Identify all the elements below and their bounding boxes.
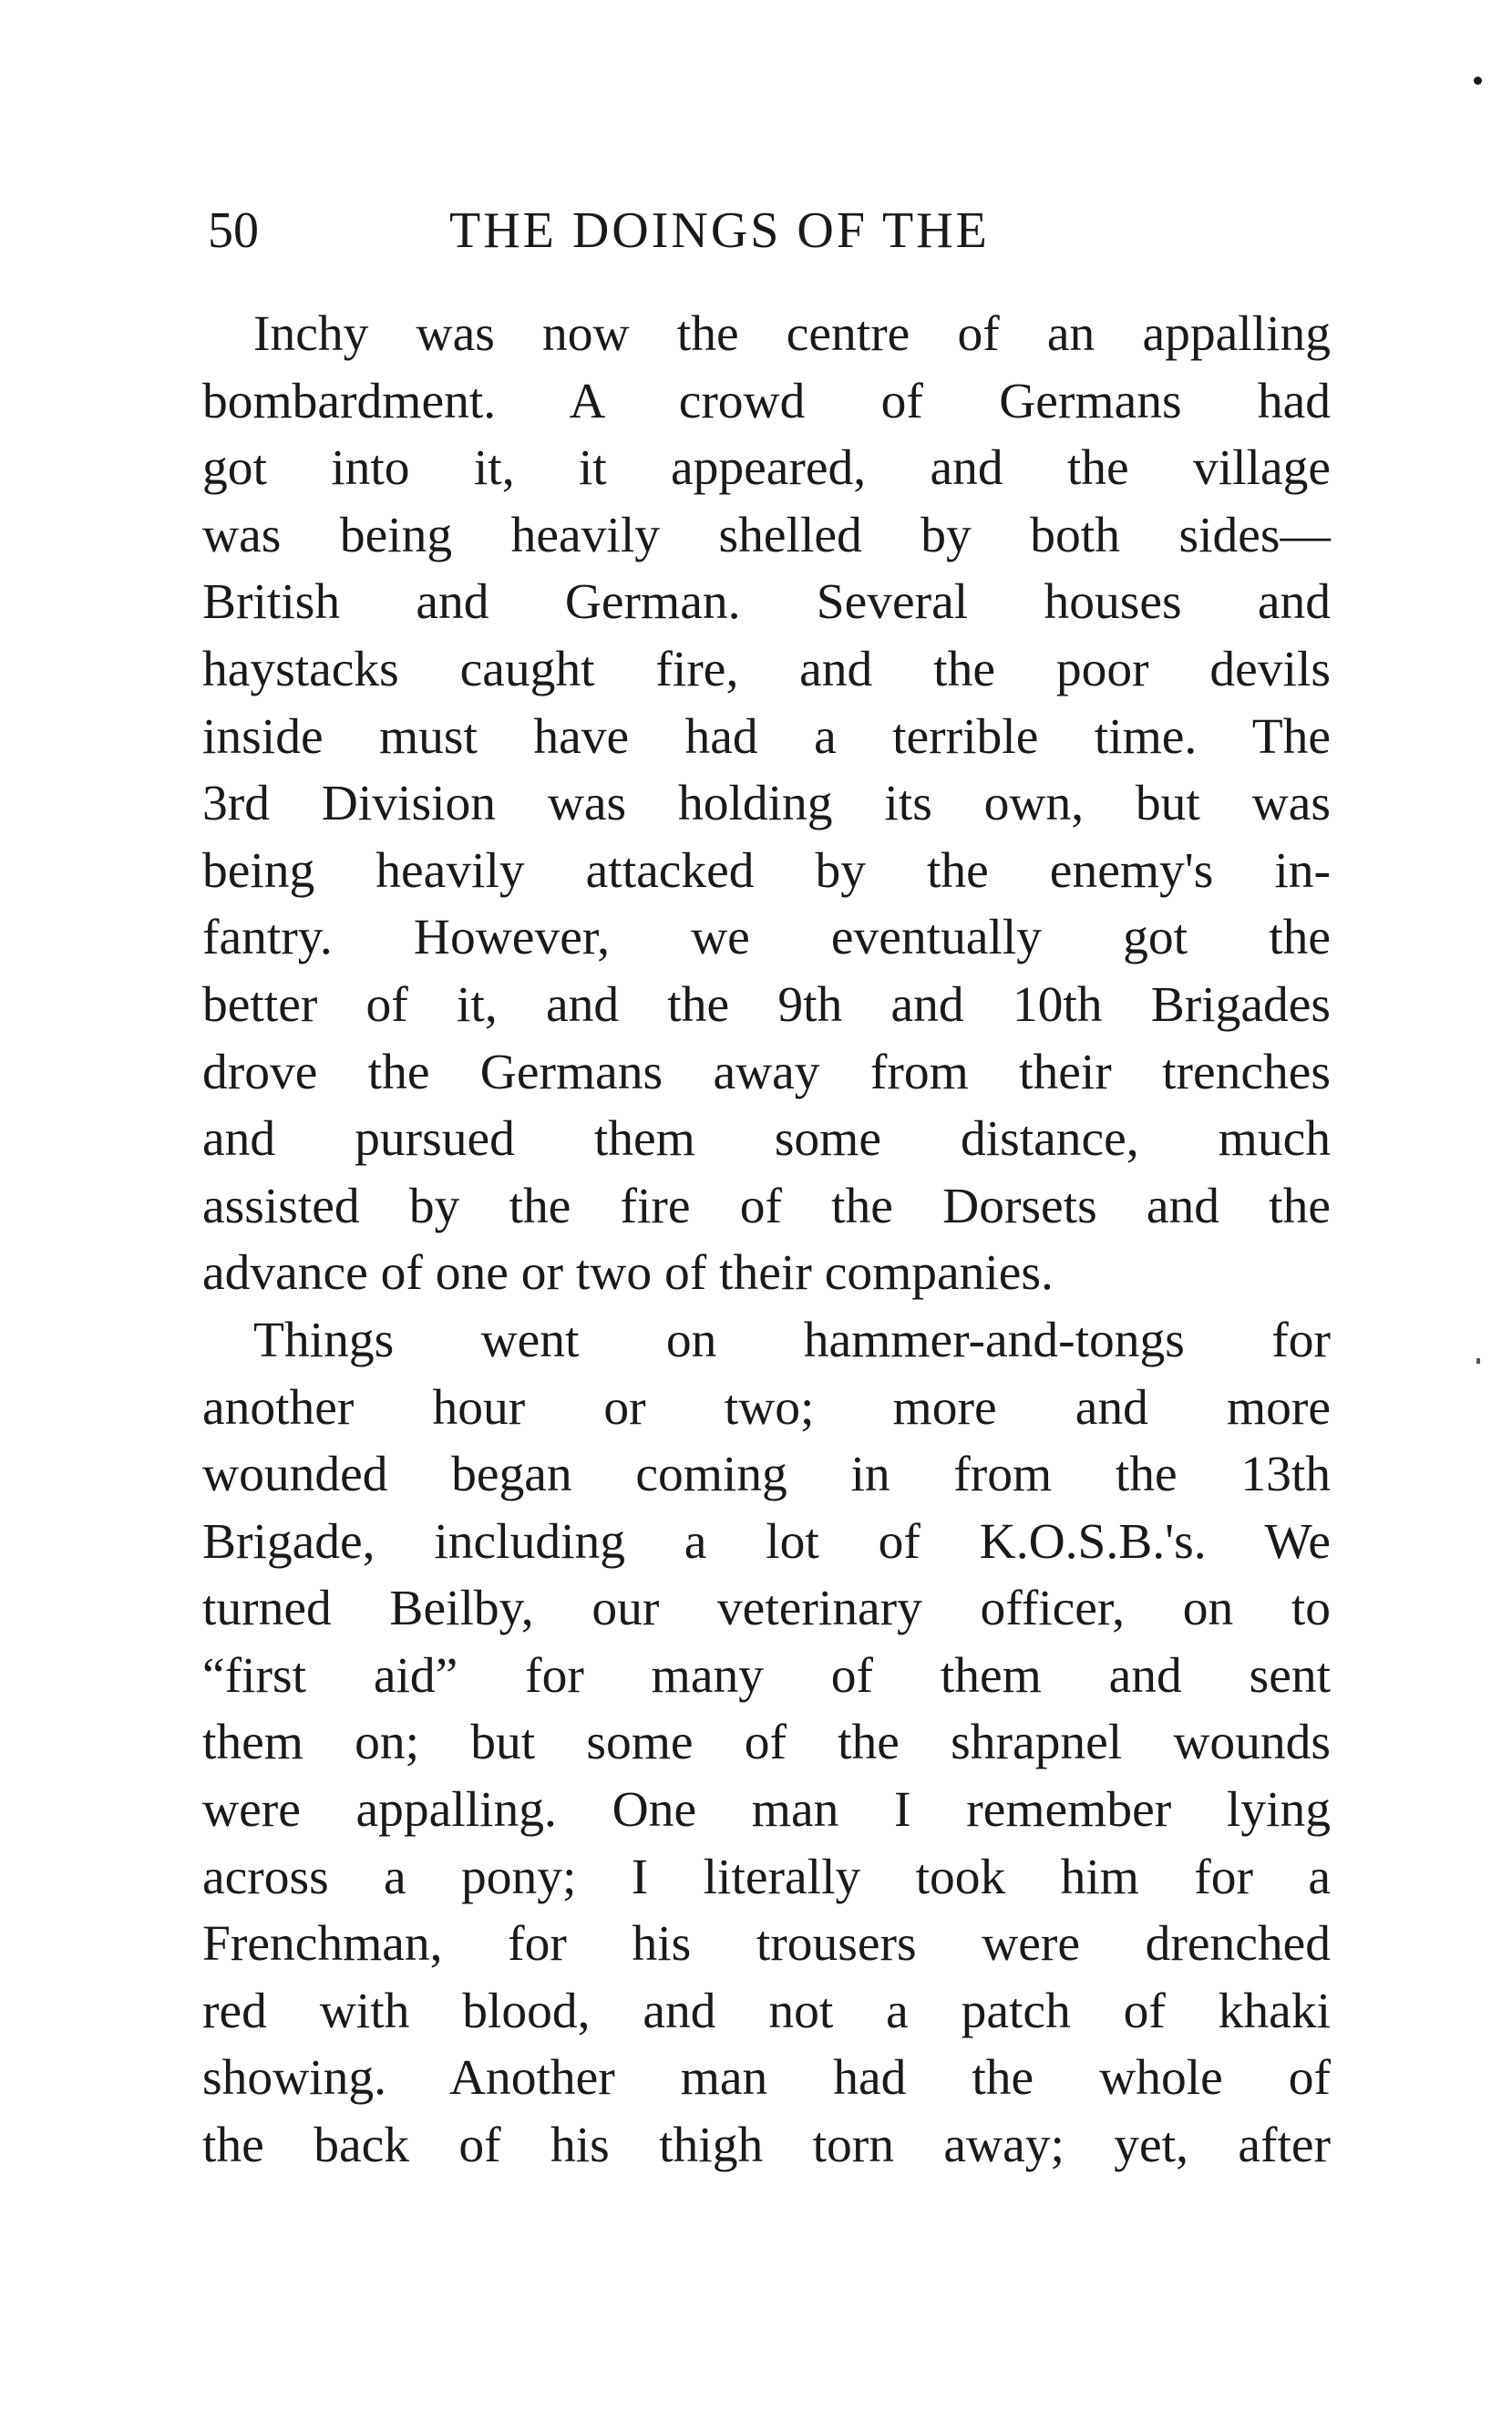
ink-speck bbox=[1474, 77, 1482, 85]
text-line: better of it, and the 9th and 10th Brigades bbox=[202, 976, 1331, 1033]
text-line: Brigade, including a lot of K.O.S.B.'s. We bbox=[202, 1513, 1331, 1570]
text-line: across a pony; I literally took him for a bbox=[202, 1849, 1331, 1905]
paragraph-1 bbox=[202, 301, 1331, 1307]
text-line: got into it, it appeared, and the village bbox=[202, 440, 1331, 497]
text-line: assisted by the fire of the Dorsets and the bbox=[202, 1178, 1331, 1234]
text-line: the back of his thigh torn away; yet, after bbox=[202, 2118, 1331, 2174]
text-line: turned Beilby, our veterinary officer, on to bbox=[202, 1581, 1331, 1637]
text-line: inside must have had a terrible time. The bbox=[202, 708, 1331, 765]
text-line: Things went on hammer-and-tongs for bbox=[253, 1312, 1331, 1368]
text-line: 3rd Division was holding its own, but was bbox=[202, 776, 1331, 832]
running-title: THE DOINGS OF THE bbox=[449, 202, 990, 259]
text-line: drove the Germans away from their trenches bbox=[202, 1044, 1331, 1100]
text-line: another hour or two; more and more bbox=[202, 1379, 1331, 1436]
text-line: were appalling. One man I remember lying bbox=[202, 1782, 1331, 1839]
text-line: “first aid” for many of them and sent bbox=[202, 1647, 1331, 1704]
text-line: Frenchman, for his trousers were drenched bbox=[202, 1916, 1331, 1973]
text-line: bombardment. A crowd of Germans had bbox=[202, 373, 1331, 429]
text-line: British and German. Several houses and bbox=[202, 574, 1331, 631]
ink-speck bbox=[1476, 1358, 1480, 1364]
text-line: red with blood, and not a patch of khaki bbox=[202, 1983, 1331, 2039]
body-text bbox=[202, 301, 1331, 2180]
text-line: being heavily attacked by the enemy's in- bbox=[202, 842, 1331, 899]
text-line: showing. Another man had the whole of bbox=[202, 2050, 1331, 2107]
text-line: Inchy was now the centre of an appalling bbox=[253, 306, 1331, 362]
text-line: fantry. However, we eventually got the bbox=[202, 910, 1331, 966]
text-line: haystacks caught fire, and the poor devils bbox=[202, 641, 1331, 697]
page-number: 50 bbox=[208, 202, 259, 259]
running-head bbox=[208, 194, 1119, 267]
text-line: them on; but some of the shrapnel wounds bbox=[202, 1715, 1331, 1771]
text-line: was being heavily shelled by both sides— bbox=[202, 507, 1331, 563]
text-line: advance of one or two of their companies. bbox=[202, 1245, 1054, 1302]
text-line: and pursued them some distance, much bbox=[202, 1111, 1331, 1168]
text-line: wounded began coming in from the 13th bbox=[202, 1447, 1331, 1503]
paragraph-2 bbox=[202, 1307, 1331, 2180]
